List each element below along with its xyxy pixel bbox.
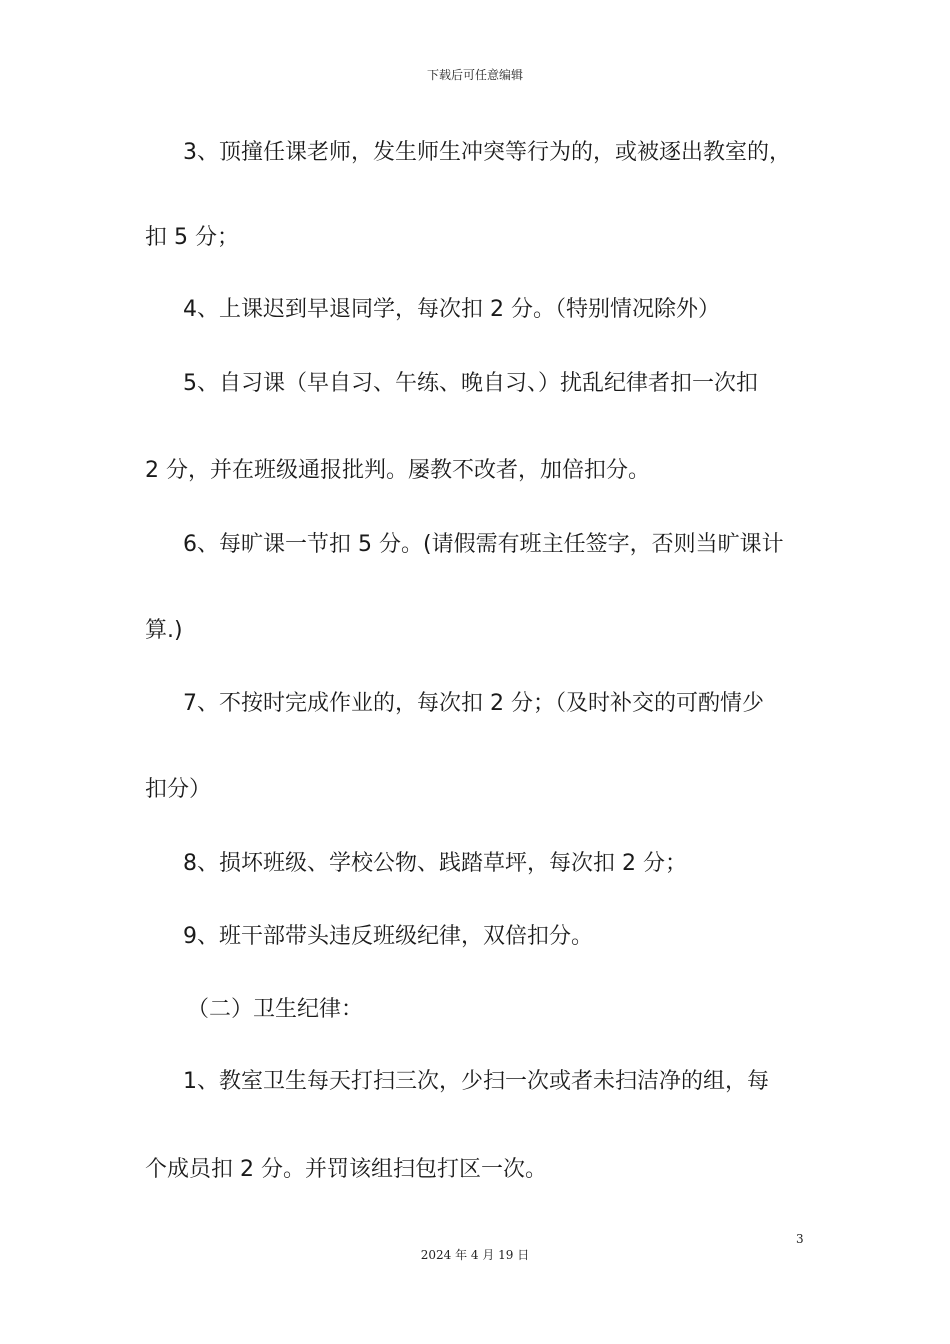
rule-line: 6、每旷课一节扣 5 分。(请假需有班主任签字，否则当旷课计 bbox=[183, 532, 784, 557]
page-header: 下载后可任意编辑 bbox=[426, 68, 523, 82]
rule-line: 3、顶撞任课老师，发生师生冲突等行为的，或被逐出教室的， bbox=[183, 140, 791, 165]
rule-line: 个成员扣 2 分。并罚该组扫包打区一次。 bbox=[145, 1157, 547, 1182]
rule-line: 8、损坏班级、学校公物、践踏草坪，每次扣 2 分； bbox=[183, 851, 687, 876]
rule-line: 7、不按时完成作业的，每次扣 2 分；（及时补交的可酌情少 bbox=[183, 691, 764, 716]
rule-line: 9、班干部带头违反班级纪律，双倍扣分。 bbox=[183, 924, 593, 949]
section-heading: （二）卫生纪律： bbox=[187, 997, 364, 1022]
page-number: 3 bbox=[796, 1232, 804, 1246]
footer-date: 2024 年 4 月 19 日 bbox=[420, 1248, 530, 1262]
rule-line: 算.) bbox=[145, 618, 183, 643]
rule-line: 扣 5 分； bbox=[145, 225, 239, 250]
rule-line: 1、教室卫生每天打扫三次，少扫一次或者未扫洁净的组，每 bbox=[183, 1069, 769, 1094]
rule-line: 4、上课迟到早退同学，每次扣 2 分。（特别情况除外） bbox=[183, 297, 720, 322]
rule-line: 2 分，并在班级通报批判。屡教不改者，加倍扣分。 bbox=[145, 458, 650, 483]
rule-line: 5、自习课（早自习、午练、晚自习、）扰乱纪律者扣一次扣 bbox=[183, 371, 758, 396]
rule-line: 扣分） bbox=[145, 777, 212, 802]
